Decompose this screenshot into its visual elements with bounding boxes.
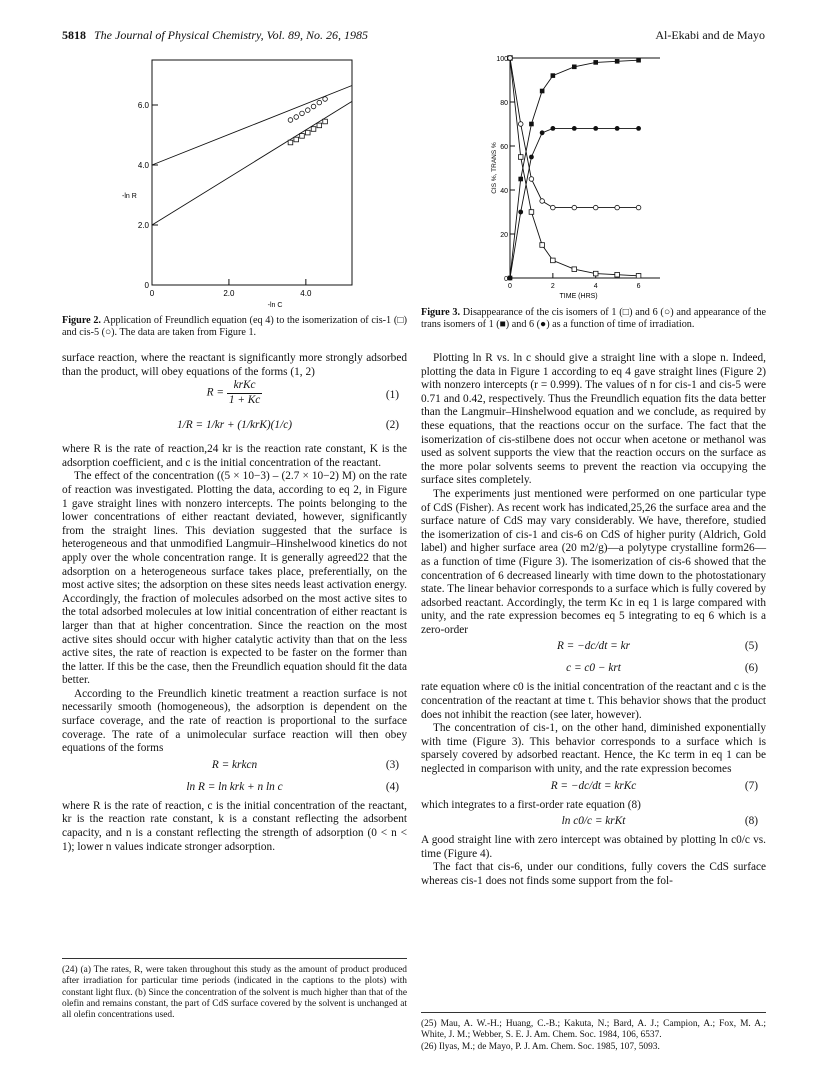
left-para-1: surface reaction, where the reactant is significantly more strongly adsorbed than the product, will obey equations of the forms (1, 2) [62,352,407,378]
equation-2 [62,413,407,443]
fig3-point-filled-circle [518,210,523,215]
fig2-point-circle [288,118,293,123]
eq2-number: (2) [385,419,399,432]
fig2-point-circle [311,104,316,109]
eq1-number: (1) [385,389,399,402]
right-para-4: The concentration of cis-1, on the other hand, diminished exponentially with time (Figure 3). This behavior corresponds to a surface which is sparsely covered by adsorbed reactant. Hence, the Kc term in eq 1 can be neglected in comparison with unity, and the rate expression becomes [421,722,766,776]
fig3-point-filled-circle [550,126,555,131]
fig3-point-open-circle [636,205,641,210]
left-footnote-rule [62,958,407,959]
fig3-point-filled-square [572,65,577,70]
fig3-point-open-circle [508,56,513,61]
eq4-number: (4) [385,780,399,793]
eq3-number: (3) [385,758,399,771]
fig2-point-circle [323,97,328,102]
fig3-point-filled-square [615,59,620,64]
fig2-point-circle [300,111,305,116]
journal-title: The Journal of Physical Chemistry, Vol. 89, No. 26, 1985 [94,28,368,42]
fig2-point-square [305,130,310,135]
fig2-point-square [311,127,316,132]
fig3-point-filled-square [518,177,523,182]
fig2-ylabel: -ln R [122,193,137,200]
fig2-point-square [323,119,328,124]
left-para-5: where R is the rate of reaction, c is the initial concentration of the reactant, kr is the reaction rate constant, k is a constant reflecting the adsorbent capacity, and n is a constant reflecting the strength of adsorption (0 < n < 1); lower n values indicate stronger adsorption. [62,799,407,853]
eq5-body: R = −dc/dt = kr [556,640,631,653]
fig3-ytick-label: 20 [500,232,508,239]
equation-1 [62,379,407,413]
fig3-xlabel: TIME (HRS) [559,293,598,300]
right-footnotes [421,1019,766,1053]
page-number: 5818 [62,28,86,42]
eq1-denominator: 1 + Kc [228,393,261,406]
fig3-point-filled-circle [529,155,534,160]
footnote-26: (26) Ilyas, M.; de Mayo, P. J. Am. Chem. Soc. 1985, 107, 5093. [421,1041,660,1052]
left-column [62,352,407,854]
figure-3-label: Figure 3. [421,307,461,318]
eq7-number: (7) [744,779,758,792]
fig3-ytick-label: 40 [500,188,508,195]
right-para-2: The experiments just mentioned were performed on one particular type of CdS (Fisher). As recent work has indicated,25,26 the surface area and the surface nature of CdS may vary considerably. We have, therefore, studied the isomerization of cis-1 and cis-6 on CdS of higher purity (Aldrich, Gold label) and higher surface area (20 m2/g)—a polytype crystalline form26—as a function of time (Figure 3). The isomerization of cis-6 showed that the concentration of 6 decreased linearly with time down to the photostationary state. The linear behavior corresponds to a surface which is fully covered by adsorbed reactant. Accordingly, the term Kc in eq 1 is large compared with unity, and the rate expression becomes eq 5 integrating to eq 6 which is a zero-order [421,487,766,636]
left-para-4: According to the Freundlich kinetic treatment a reaction surface is not necessarily smooth (homogeneous), the adsorption is dependent on the surface coverage, and the rate of reaction is proportional to the surface coverage. The rate of a unimolecular surface reaction will then obey equations of the forms [62,687,407,755]
fig3-point-filled-circle [508,276,513,281]
fig2-xtick-label: 2.0 [223,289,235,298]
eq8-number: (8) [744,815,758,828]
fig3-point-open-square [593,271,598,276]
eq1-fraction [227,379,262,407]
eq6-number: (6) [744,662,758,675]
fig2-xlabel: -ln C [267,302,283,309]
fig3-point-open-circle [529,177,534,182]
equation-7 [421,777,766,799]
fig2-xtick-label: 0 [149,289,155,298]
right-para-1: Plotting ln R vs. ln c should give a straight line with a slope n. Indeed, plotting the data in Figure 1 according to eq 4 gave straight lines (Figure 2) with nonzero intercepts (r = 0.999). The values of n for cis-1 and cis-5 were 0.71 and 0.42, respectively. Thus the Freundlich equation fits the data better than the Langmuir–Hinshelwood equation and we conclude, as required by these equations, that the reactions occur on the surface. The fact that the isomerization of cis-stilbene does not occur when acetone or methanol was used as solvent supports the view that the reaction occurs on the surface as the more polar solvents seems to prevent the reaction via occupying the surface sites completely. [421,352,766,487]
fig3-point-filled-circle [636,126,641,131]
equation-8 [421,812,766,834]
equation-4 [62,778,407,800]
fig3-xtick-label: 2 [550,283,555,290]
right-para-3: rate equation where c0 is the initial concentration of the reactant and c is the concentration of the reactant at time t. This behavior shows that the product does not inhibit the reaction (see later, however). [421,681,766,721]
fig3-point-filled-square [529,122,534,127]
fig2-ytick-label: 2.0 [137,221,149,230]
header-authors: Al-Ekabi and de Mayo [655,28,765,42]
eq7-body: R = −dc/dt = krKc [550,779,637,792]
equation-5 [421,637,766,659]
fig2-point-square [294,137,299,142]
eq1-numerator: krKc [227,379,262,394]
left-para-3: The effect of the concentration ((5 × 10−3) – (2.7 × 10−2) M) on the rate of reaction was investigated. Plotting the data, according to eq 2, in Figure 1 gave straight lines with nonzero intercepts. The points belonging to the lower concentrations of either reactant deviated, however, significantly from the straight lines. This deviation suggested that the surface is heterogeneous and that unmodified Langmuir–Hinshelwood kinetics do not apply over the whole concentration range. It is generally agreed22 that the adsorption on a heterogeneous surface takes place, preferentially, on the most active sites; the adsorption on these sites needs least activation energy. Accordingly, the fraction of molecules adsorbed on the most active sites to the total adsorbed molecules at low initial concentration of either reactant is larger than that at higher concentration. Since the reaction on the most active sites should occur with higher catalytic activity than that on the less active sites, the rate of reaction is expected to be faster on the former than the latter. If this be the case, then the Freundlich equation should fit the data better. [62,470,407,687]
right-para-6: A good straight line with zero intercept was obtained by plotting ln c0/c vs. time (Figure 4). [421,834,766,860]
fig3-point-filled-circle [593,126,598,131]
fig3-point-open-square [529,210,534,215]
figure-2-label: Figure 2. [62,315,101,326]
figure-3-chart [488,50,668,305]
page-header [62,28,765,46]
fig3-xtick-label: 4 [593,283,598,290]
fig3-point-filled-square [551,73,556,78]
fig3-point-open-square [572,267,577,272]
eq1-lhs: R = [206,386,225,399]
eq8-body: ln c0/c = krKt [561,815,626,828]
fig3-point-open-circle [540,199,545,204]
right-footnote-rule [421,1012,766,1013]
right-column [421,352,766,889]
figure-2-chart [112,50,362,315]
fig3-point-open-square [518,155,523,160]
fig3-point-filled-square [593,60,598,65]
fig3-ylabel: CIS %, TRANS % [491,142,498,194]
fig3-ytick-label: 60 [500,144,508,151]
fig2-fit-line [152,101,352,225]
fig3-xtick-label: 0 [508,283,512,290]
fig2-point-square [317,123,322,128]
fig2-point-circle [305,108,310,113]
right-para-7: The fact that cis-6, under our conditions, fully covers the CdS surface whereas cis-1 does not finds some support from the fol- [421,861,766,887]
fig2-point-square [288,140,293,145]
fig3-point-open-circle [615,205,620,210]
fig3-xtick-label: 6 [636,283,641,290]
eq5-number: (5) [744,640,758,653]
eq3-body: R = krkcn [211,758,258,771]
fig3-point-filled-circle [572,126,577,131]
fig3-point-open-circle [551,205,556,210]
fig2-xtick-label: 4.0 [300,289,312,298]
fig3-ytick-label: 0 [504,276,508,283]
fig3-point-open-square [540,243,545,248]
equation-3 [62,756,407,778]
equation-6 [421,659,766,681]
fig3-ytick-label: 100 [496,56,508,63]
eq6-body: c = c0 − krt [566,662,621,675]
fig3-point-filled-square [540,89,545,94]
figure-3-caption [421,307,766,332]
figure-2-caption [62,315,407,340]
fig2-frame [152,60,352,285]
fig2-ytick-label: 4.0 [137,161,149,170]
fig3-point-open-circle [593,205,598,210]
fig2-point-circle [317,100,322,105]
eq4-body: ln R = ln krk + n ln c [186,780,283,793]
figure-3-caption-text: Disappearance of the cis isomers of 1 (□) and 6 (○) and appearance of the trans isomers of 1 (■) and 6 (●) as a function of time of irradiation. [421,307,766,331]
footnote-24: (24) (a) The rates, R, were taken throughout this study as the amount of product produced after irradiation for particular time periods (indicated in the captions to the plots) with constant light flux. (b) Since the concentration of the solvent is much higher than that of the olefin and remains constant, the part of CdS surface covered by the solvent is unchanged at all olefin concentrations used. [62,965,407,1021]
header-left [62,28,368,43]
right-para-5: which integrates to a first-order rate equation (8) [421,798,641,811]
eq2-body: 1/R = 1/kr + (1/krK)(1/c) [176,419,292,432]
fig3-ytick-label: 80 [500,100,508,107]
fig2-ytick-label: 0 [144,281,149,290]
fig3-point-open-square [551,258,556,263]
fig3-point-filled-square [636,58,641,63]
fig3-point-open-circle [518,122,523,127]
fig3-point-open-square [615,272,620,277]
fig3-point-open-square [636,274,641,279]
fig2-ytick-label: 6.0 [137,101,149,110]
left-para-2: where R is the rate of reaction,24 kr is the reaction rate constant, K is the adsorption coefficient, and c is the initial concentration of the reactant. [62,443,407,469]
figure-2-caption-text: Application of Freundlich equation (eq 4) to the isomerization of cis-1 (□) and cis-5 (○). The data are taken from Figure 1. [62,315,407,339]
fig3-point-open-circle [572,205,577,210]
fig3-point-filled-circle [540,130,545,135]
fig3-point-filled-circle [615,126,620,131]
footnote-25: (25) Mau, A. W.-H.; Huang, C.-B.; Kakuta, N.; Bard, A. J.; Campion, A.; Fox, M. A.; White, J. M.; Webber, S. E. J. Am. Chem. Soc. 1984, 106, 6537. [421,1019,766,1041]
fig2-point-circle [294,115,299,120]
fig2-point-square [300,134,305,139]
